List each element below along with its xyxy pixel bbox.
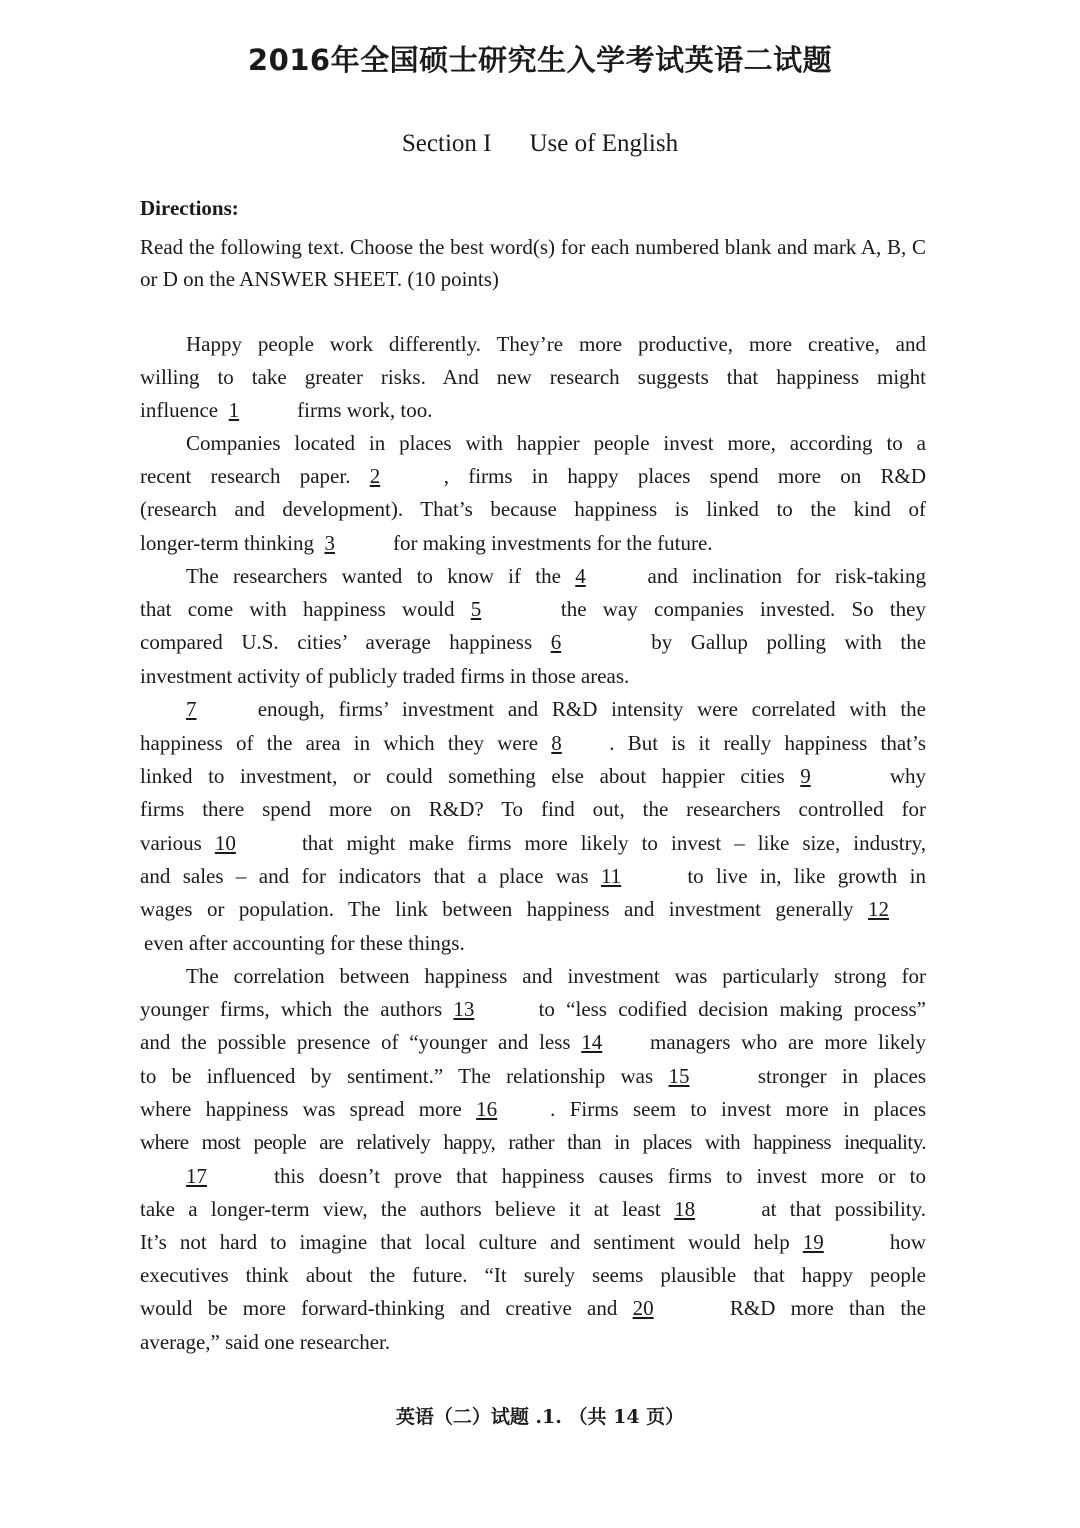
line-text: this doesn’t prove that happiness causes firms to invest more or to	[274, 1164, 927, 1188]
line-text: stronger in places	[757, 1064, 927, 1088]
line-text: investment activity of publicly traded firms in those areas.	[140, 664, 630, 688]
blank-1: 1	[228, 398, 240, 422]
blank-11: 11	[600, 864, 622, 888]
line-text: Companies located in places with happier people invest more, according to a	[186, 431, 926, 455]
line-text: willing to take greater risks. And new research suggests that happiness might	[140, 365, 926, 389]
passage-line	[140, 760, 926, 793]
blank-2: 2	[369, 464, 381, 488]
passage-line	[140, 394, 926, 427]
directions-label: Directions:	[140, 196, 239, 220]
passage-line	[140, 460, 926, 493]
passage-line	[140, 493, 926, 526]
blank-4: 4	[575, 564, 586, 588]
passage-line	[140, 727, 926, 760]
passage-line	[186, 693, 926, 726]
passage-line	[140, 593, 926, 626]
passage-line	[140, 827, 926, 860]
directions-text: Read the following text. Choose the best word(s) for each numbered blank and mark A, B, C or D on the ANSWER SHEET. (10 points)	[140, 235, 926, 291]
line-text: younger firms, which the authors	[140, 997, 443, 1021]
line-text: happiness of the area in which they were	[140, 731, 539, 755]
line-text: and inclination for risk-taking	[647, 564, 927, 588]
line-text: various	[140, 831, 202, 855]
passage-line	[140, 361, 926, 394]
line-text: It’s not hard to imagine that local culture and sentiment would help	[140, 1230, 790, 1254]
line-text: to “less codified decision making process”	[538, 997, 926, 1021]
blank-13: 13	[453, 997, 475, 1021]
blank-17: 17	[186, 1164, 207, 1188]
line-text: Happy people work differently. They’re more productive, more creative, and	[186, 332, 926, 356]
blank-10: 10	[214, 831, 236, 855]
line-text: average,” said one researcher.	[140, 1330, 391, 1354]
line-text: that come with happiness would	[140, 597, 455, 621]
page-footer: 英语（二）试题 .1. （共 14 页）	[395, 1406, 685, 1428]
line-text: and sales – and for indicators that a place was	[140, 864, 589, 888]
blank-6: 6	[550, 630, 562, 654]
passage-line	[140, 1126, 926, 1159]
section-heading	[0, 130, 1080, 158]
line-text: influence	[140, 398, 219, 422]
blank-3: 3	[324, 531, 335, 555]
passage-line	[140, 993, 926, 1026]
blank-9: 9	[800, 764, 811, 788]
blank-14: 14	[581, 1030, 603, 1054]
line-text: wages or population. The link between happiness and investment generally	[140, 897, 854, 921]
passage-line	[186, 1160, 926, 1193]
passage-line	[140, 626, 926, 659]
passage-line	[144, 927, 926, 960]
line-text: how	[889, 1230, 927, 1254]
line-text: executives think about the future. “It surely seems plausible that happy people	[140, 1263, 926, 1287]
line-text: and the possible presence of “younger and less	[140, 1030, 571, 1054]
line-text: (research and development). That’s because happiness is linked to the kind of	[140, 497, 926, 521]
passage-line	[140, 1193, 926, 1226]
blank-19: 19	[802, 1230, 824, 1254]
passage-line	[140, 793, 926, 826]
passage-line	[140, 660, 926, 693]
line-text: for making investments for the future.	[392, 531, 713, 555]
line-text: linked to investment, or could something else about happier cities	[140, 764, 785, 788]
section-name: Use of English	[529, 130, 679, 157]
line-text: to live in, like growth in	[687, 864, 927, 888]
line-text: longer-term thinking	[140, 531, 314, 555]
line-text: firms work, too.	[297, 398, 433, 422]
blank-12: 12	[868, 897, 889, 921]
passage-line	[140, 1026, 926, 1059]
line-text: take a longer-term view, the authors believe it at least	[140, 1197, 661, 1221]
line-text: The researchers wanted to know if the	[186, 564, 561, 588]
passage-line	[140, 1292, 926, 1325]
line-text: to be influenced by sentiment.” The relationship was	[140, 1064, 654, 1088]
line-text: would be more forward-thinking and creative and	[140, 1296, 618, 1320]
passage-line	[140, 1226, 926, 1259]
line-text: the way companies invested. So they	[560, 597, 927, 621]
line-text: managers who are more likely	[649, 1030, 926, 1054]
line-text: compared U.S. cities’ average happiness	[140, 630, 533, 654]
line-text: why	[889, 764, 926, 788]
passage-line	[140, 893, 926, 926]
blank-5: 5	[470, 597, 482, 621]
line-text: even after accounting for these things.	[144, 931, 465, 955]
line-text: where happiness was spread more	[140, 1097, 462, 1121]
passage-line	[186, 960, 926, 993]
blank-16: 16	[476, 1097, 498, 1121]
blank-20: 20	[632, 1296, 654, 1320]
line-text: by Gallup polling with the	[651, 630, 927, 654]
passage-line	[186, 427, 926, 460]
line-text: . Firms seem to invest more in places	[550, 1097, 926, 1121]
line-text: R&D more than the	[729, 1296, 927, 1320]
blank-15: 15	[668, 1064, 690, 1088]
passage-line	[140, 527, 926, 560]
passage-line	[140, 1093, 926, 1126]
passage-line	[140, 1259, 926, 1292]
passage-line	[186, 328, 926, 361]
passage-line	[140, 860, 926, 893]
line-text: that might make firms more likely to invest – like size, industry,	[301, 831, 927, 855]
section-number: Section I	[401, 130, 492, 157]
blank-8: 8	[551, 731, 562, 755]
line-text: enough, firms’ investment and R&D intensity were correlated with the	[257, 697, 927, 721]
line-text: , firms in happy places spend more on R&D	[443, 464, 926, 488]
exam-title: 2016年全国硕士研究生入学考试英语二试题	[247, 43, 833, 77]
passage-line	[140, 1326, 926, 1359]
blank-7: 7	[186, 697, 197, 721]
passage-line	[186, 560, 926, 593]
passage-line	[140, 1060, 926, 1093]
line-text: at that possibility.	[761, 1197, 926, 1221]
line-text: firms there spend more on R&D? To find out, the researchers controlled for	[140, 797, 926, 821]
line-text: recent research paper.	[140, 464, 351, 488]
line-text: The correlation between happiness and investment was particularly strong for	[186, 964, 926, 988]
blank-18: 18	[674, 1197, 696, 1221]
line-text: where most people are relatively happy, rather than in places with happiness inequality.	[140, 1130, 926, 1154]
line-text: . But is it really happiness that’s	[609, 731, 926, 755]
